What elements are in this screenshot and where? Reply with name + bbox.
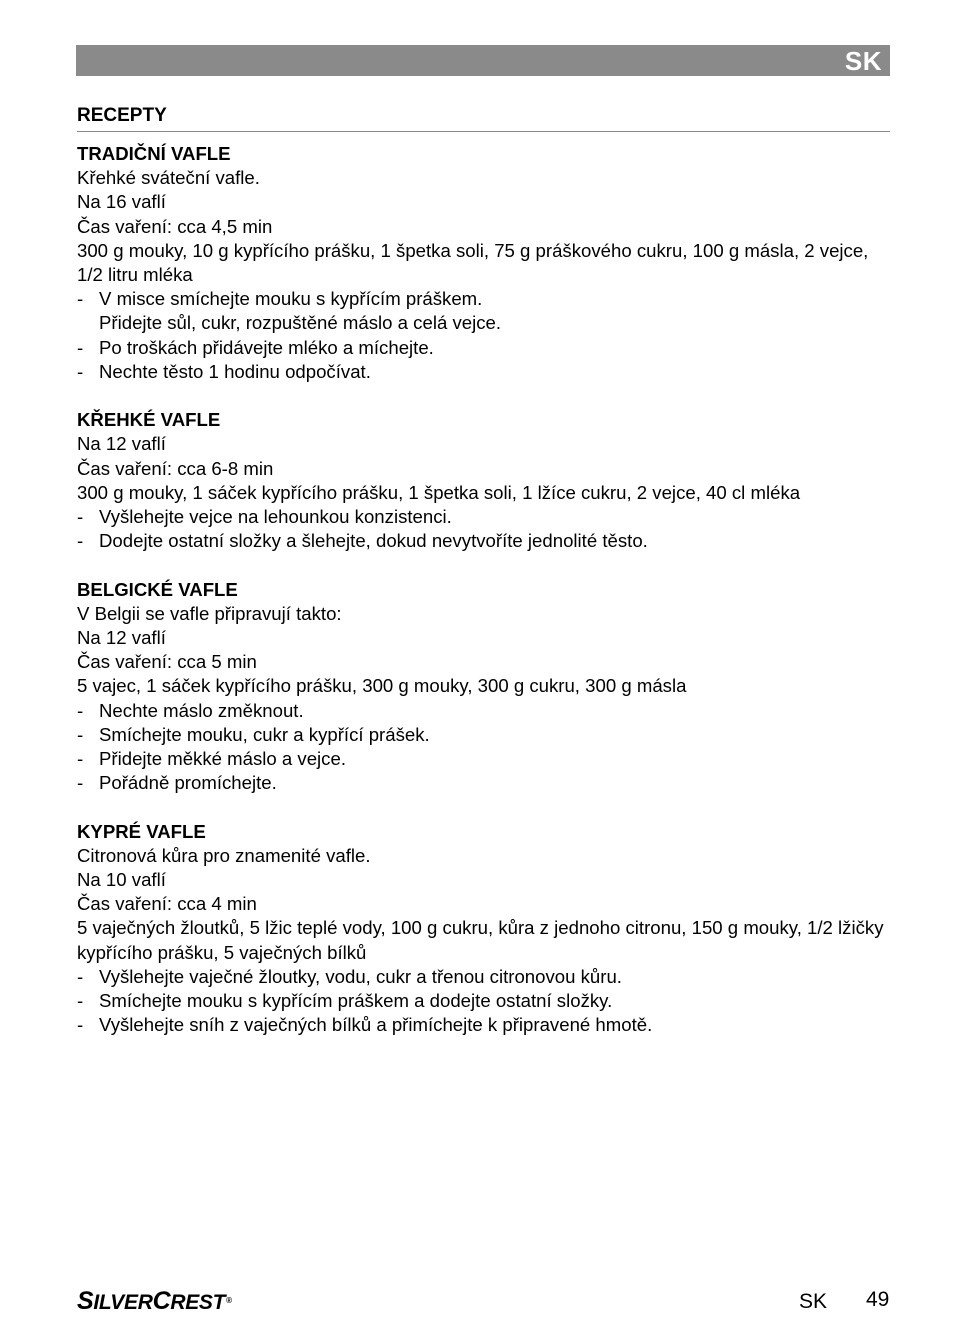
- recipe-step: [77, 336, 892, 360]
- recipe-title: TRADIČNÍ VAFLE: [77, 143, 231, 164]
- recipe-step: [77, 1013, 892, 1037]
- recipe-block: [77, 578, 892, 796]
- step-dash: -: [77, 699, 84, 721]
- step-text: Nechte těsto 1 hodinu odpočívat.: [99, 360, 371, 382]
- step-text: Přidejte sůl, cukr, rozpuštěné máslo a celá vejce.: [99, 312, 502, 334]
- recipe-ingredients: 5 vaječných žloutků, 5 lžic teplé vody, 100 g cukru, kůra z jednoho citronu, 150 g mouky, 1/2 lžičky kypřícího prášku, 5 vaječných bílků: [77, 917, 884, 963]
- step-text: Nechte máslo změknout.: [99, 699, 304, 721]
- page-number: 49: [866, 1288, 890, 1311]
- step-text: Přidejte měkké máslo a vejce.: [99, 748, 346, 770]
- language-code: SK: [844, 46, 882, 76]
- recipe-step: [77, 699, 892, 723]
- header-bar: [76, 45, 890, 76]
- recipe-intro-line: Na 12 vaflí: [77, 627, 166, 649]
- step-dash: -: [77, 506, 84, 528]
- recipe-step: [77, 505, 892, 529]
- recipe-intro-line: Čas vaření: cca 4,5 min: [77, 215, 273, 237]
- recipe-block: [77, 820, 892, 1038]
- step-dash: -: [77, 288, 84, 310]
- recipe-step: [77, 723, 892, 747]
- step-dash: -: [77, 723, 84, 745]
- step-dash: -: [77, 748, 84, 770]
- recipe-title: KYPRÉ VAFLE: [77, 820, 206, 842]
- step-dash: -: [77, 965, 84, 987]
- footer-language-code: SK: [799, 1290, 828, 1313]
- recipe-step: [77, 360, 892, 384]
- recipe-block: [77, 142, 892, 384]
- step-dash: -: [77, 772, 84, 794]
- recipe-intro-line: Na 10 vaflí: [77, 869, 166, 891]
- recipe-intro-line: Čas vaření: cca 6-8 min: [77, 457, 274, 479]
- recipe-ingredients: 300 g mouky, 1 sáček kypřícího prášku, 1 špetka soli, 1 lžíce cukru, 2 vejce, 40 cl mléka: [77, 481, 801, 503]
- step-dash: -: [77, 360, 84, 382]
- recipe-step: [77, 989, 892, 1013]
- section-title: RECEPTY: [77, 104, 890, 132]
- step-text: Dodejte ostatní složky a šlehejte, dokud nevytvoříte jednolité těsto.: [99, 530, 648, 552]
- recipe-ingredients: 300 g mouky, 10 g kypřícího prášku, 1 špetka soli, 75 g práškového cukru, 100 g másla, 2 vejce, 1/2 litru mléka: [77, 239, 869, 286]
- recipe-step: [77, 747, 892, 771]
- step-text: Vyšlehejte sníh z vaječných bílků a přimíchejte k připravené hmotě.: [99, 1014, 653, 1036]
- step-text: Vyšlehejte vaječné žloutky, vodu, cukr a třenou citronovou kůru.: [99, 965, 622, 987]
- recipe-intro-line: Čas vaření: cca 5 min: [77, 651, 257, 673]
- step-dash: -: [77, 1014, 84, 1036]
- step-text: Po troškách přidávejte mléko a míchejte.: [99, 336, 434, 358]
- recipe-step: [77, 771, 892, 795]
- step-dash: -: [77, 336, 84, 358]
- recipe-step: [77, 965, 892, 989]
- recipe-step: [77, 287, 892, 335]
- recipes-content: [77, 142, 892, 1062]
- recipe-intro-line: Na 16 vaflí: [77, 191, 166, 213]
- recipe-title: KŘEHKÉ VAFLE: [77, 409, 221, 431]
- recipe-intro-line: Citronová kůra pro znamenité vafle.: [77, 844, 371, 866]
- recipe-step: [77, 529, 892, 553]
- recipe-intro-line: Na 12 vaflí: [77, 433, 166, 455]
- step-dash: -: [77, 530, 84, 552]
- recipe-ingredients: 5 vajec, 1 sáček kypřícího prášku, 300 g mouky, 300 g cukru, 300 g másla: [77, 675, 687, 697]
- step-text: Vyšlehejte vejce na lehounkou konzistenci.: [99, 506, 452, 528]
- recipe-intro-line: V Belgii se vafle připravují takto:: [77, 602, 342, 624]
- recipe-title: BELGICKÉ VAFLE: [77, 578, 238, 600]
- recipe-intro-line: Čas vaření: cca 4 min: [77, 893, 257, 915]
- recipe-block: [77, 408, 892, 553]
- recipe-intro-line: Křehké sváteční vafle.: [77, 167, 260, 189]
- step-text: Smíchejte mouku s kypřícím práškem a dodejte ostatní složky.: [99, 990, 613, 1012]
- step-text: Pořádně promíchejte.: [99, 772, 277, 794]
- step-text: Smíchejte mouku, cukr a kypřící prášek.: [99, 723, 430, 745]
- step-text: V misce smíchejte mouku s kypřícím práškem.: [99, 288, 483, 310]
- step-dash: -: [77, 990, 84, 1012]
- brand-logo: SILVERCREST®: [77, 1287, 232, 1315]
